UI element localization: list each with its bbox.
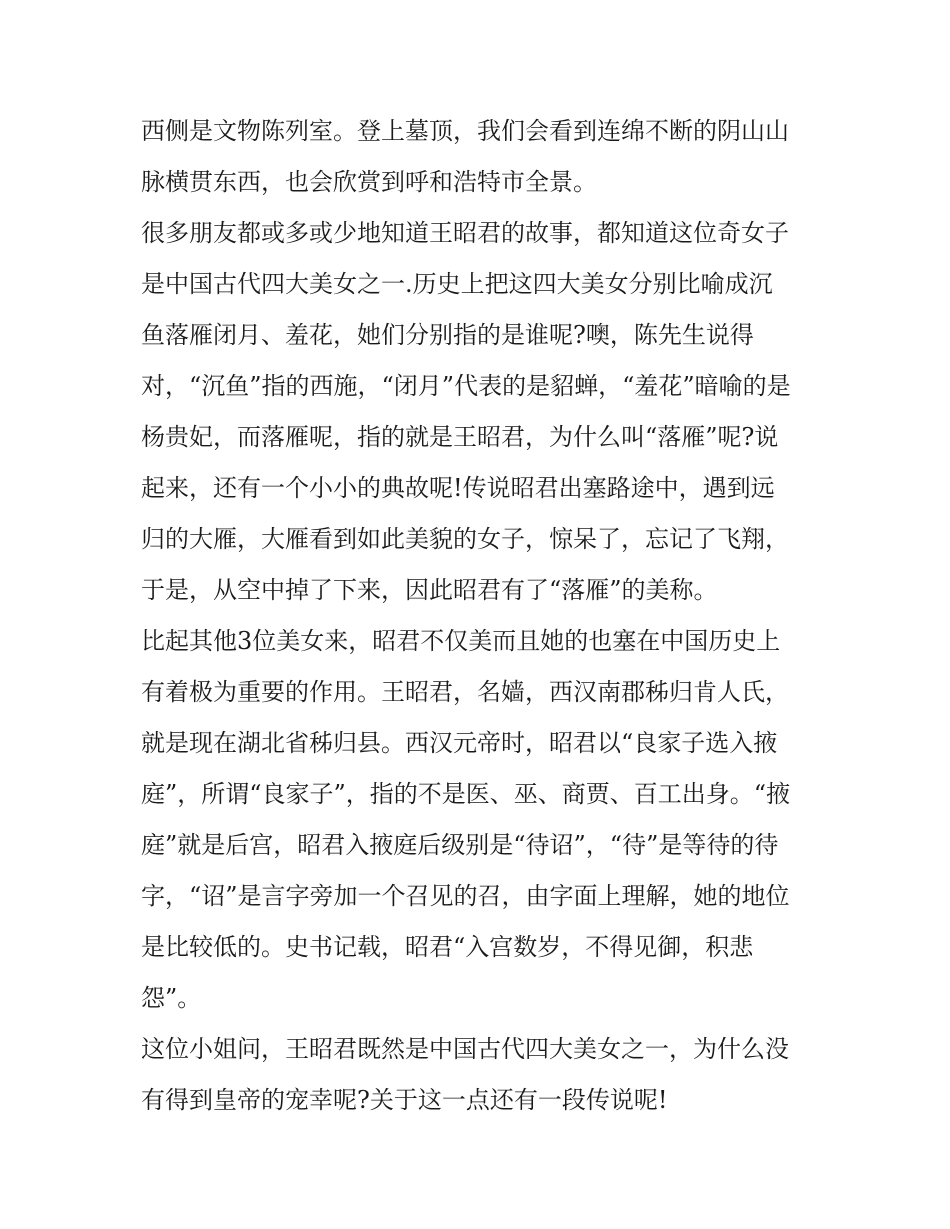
text-line: 就是现在湖北省秭归县。西汉元帝时，昭君以“良家子选入掖 — [141, 729, 778, 757]
text-line: 庭”，所谓“良家子”，指的不是医、巫、商贾、百工出身。“掖 — [141, 780, 791, 808]
text-line: 是中国古代四大美女之一.历史上把这四大美女分别比喻成沉 — [141, 270, 773, 298]
text-line: 庭”就是后宫，昭君入掖庭后级别是“待诏”，“待”是等待的待 — [141, 831, 779, 859]
text-line: 脉横贯东西，也会欣赏到呼和浩特市全景。 — [141, 168, 597, 196]
text-line: 字，“诏”是言字旁加一个召见的召，由字面上理解，她的地位 — [141, 882, 790, 910]
text-line: 这位小姐问，王昭君既然是中国古代四大美女之一，为什么没 — [141, 1035, 789, 1063]
text-line: 西侧是文物陈列室。登上墓顶，我们会看到连绵不断的阴山山 — [141, 117, 789, 145]
body-text — [141, 106, 813, 1126]
text-line: 鱼落雁闭月、羞花，她们分别指的是谁呢?噢，陈先生说得 — [141, 321, 754, 349]
text-line: 是比较低的。史书记载，昭君“入宫数岁，不得见御，积悲 — [141, 933, 754, 961]
text-line: 有着极为重要的作用。王昭君，名嫱，西汉南郡秭归肯人氏， — [141, 678, 789, 706]
text-line: 怨”。 — [141, 984, 202, 1012]
text-line: 归的大雁，大雁看到如此美貌的女子，惊呆了，忘记了飞翔， — [141, 525, 789, 553]
text-line: 杨贵妃，而落雁呢，指的就是王昭君，为什么叫“落雁”呢?说 — [141, 423, 779, 451]
text-line: 起来，还有一个小小的典故呢!传说昭君出塞路途中，遇到远 — [141, 474, 775, 502]
text-line: 有得到皇帝的宠幸呢?关于这一点还有一段传说呢! — [141, 1086, 668, 1114]
text-line: 比起其他3位美女来，昭君不仅美而且她的也塞在中国历史上 — [141, 627, 781, 655]
text-line: 对，“沉鱼”指的西施，“闭月”代表的是貂蝉，“羞花”暗喻的是 — [141, 372, 791, 400]
text-line: 很多朋友都或多或少地知道王昭君的故事，都知道这位奇女子 — [141, 219, 789, 247]
text-line: 于是，从空中掉了下来，因此昭君有了“落雁”的美称。 — [141, 576, 718, 604]
